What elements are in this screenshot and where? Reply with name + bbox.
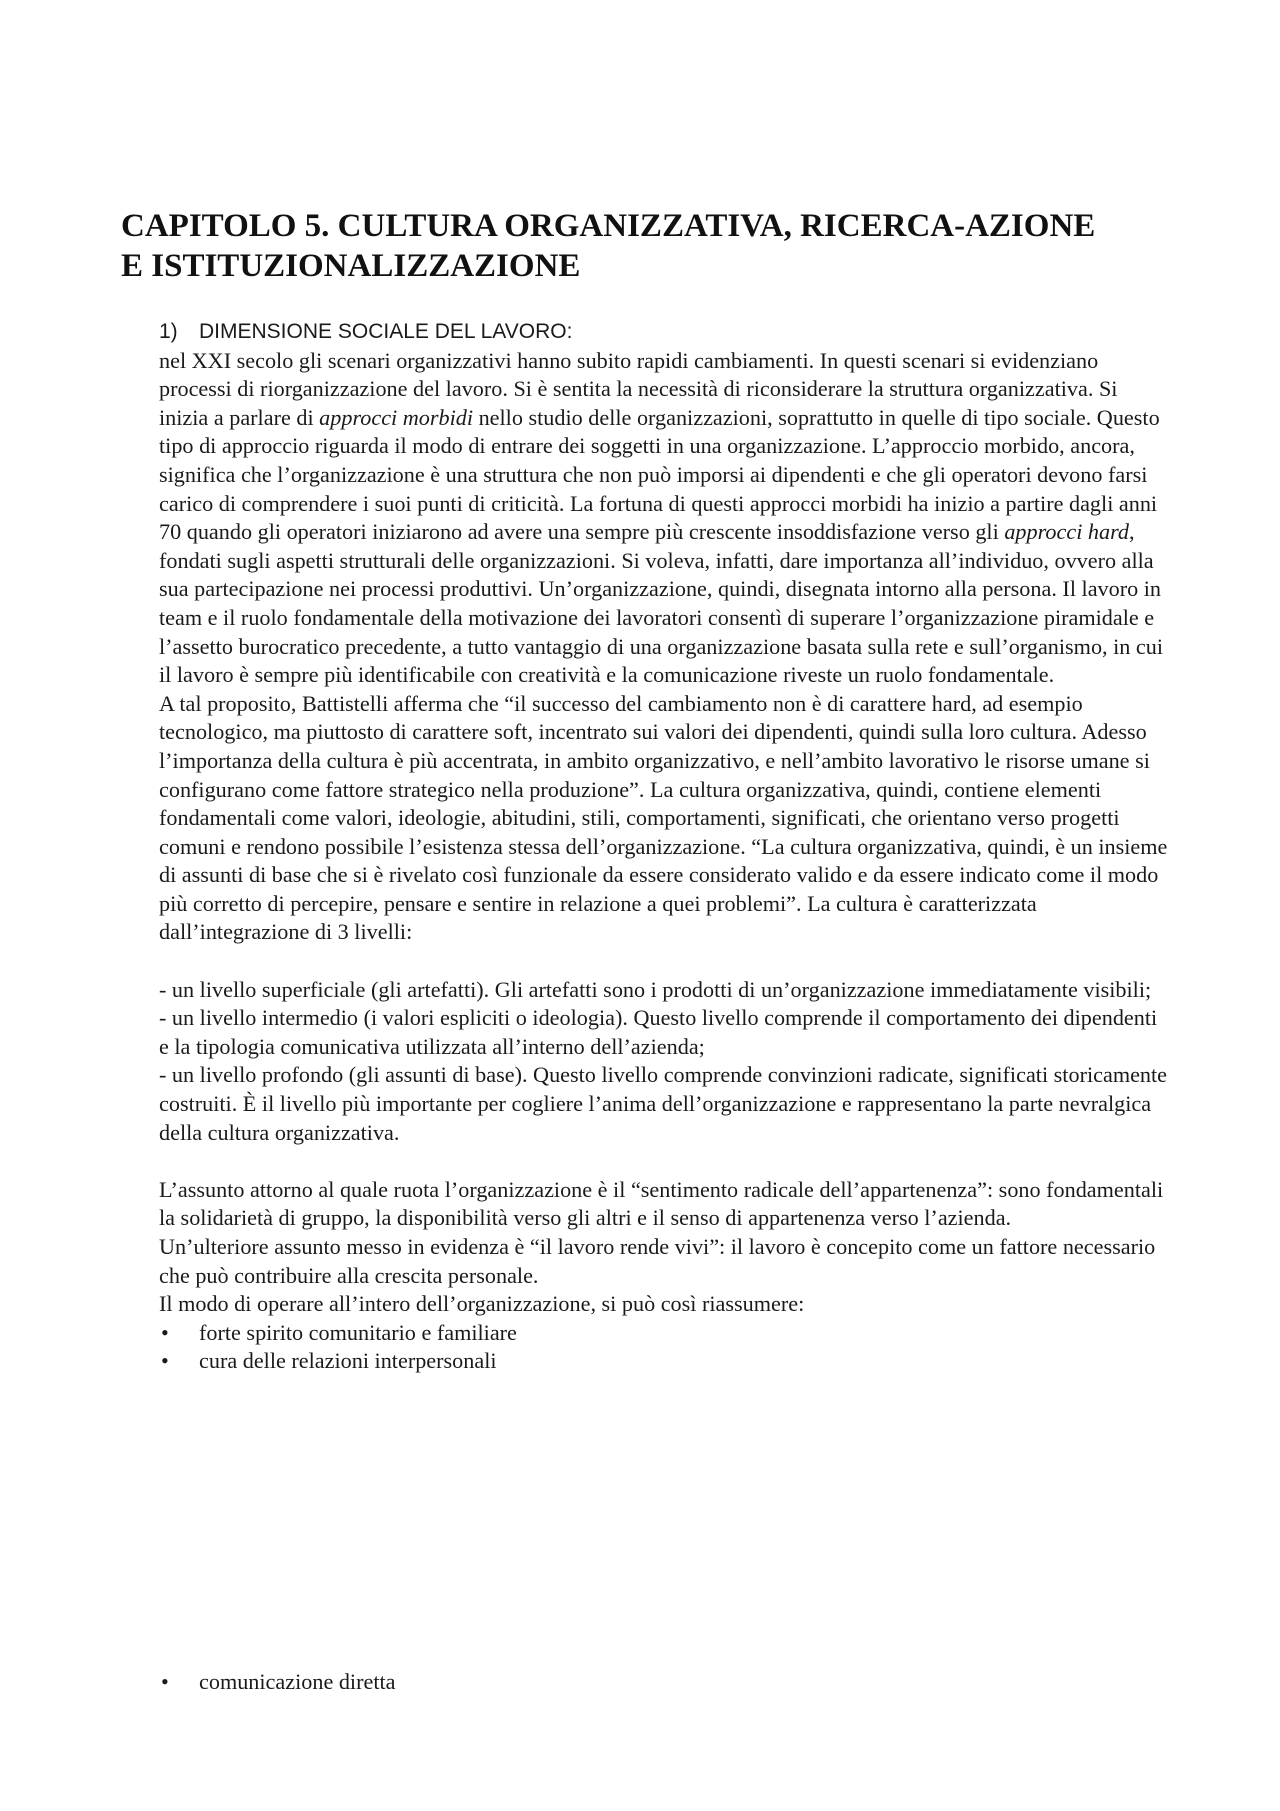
list-item (159, 1668, 1169, 1697)
level-profondo: - un livello profondo (gli assunti di base). Questo livello comprende convinzioni radicate, significati storicamente costruiti. È il livello più importante per cogliere l’anima dell’organizzazione e rappresentano la parte nevralgica della cultura organizzativa. (159, 1062, 1168, 1145)
paragraph-approcci-text-2: nello studio delle organizzazioni, soprattutto in quelle di tipo sociale. Questo tipo di approccio riguarda il modo di entrare dei soggetti in una organizzazione. L’approccio morbido, ancora, significa che l’organizzazione è una struttura che non può imporsi ai dipendenti e che gli operatori devono farsi carico di comprendere i suoi punti di criticità. La fortuna di questi approcci morbidi ha inizio a partire dagli anni 70 quando gli operatori iniziarono ad avere una sempre più crescente insoddisfazione verso gli (159, 404, 1160, 545)
paragraph-modo-di-operare: Il modo di operare all’intero dell’organizzazione, si può così riassumere: (159, 1291, 805, 1317)
paragraph-battistelli: A tal proposito, Battistelli afferma che “il successo del cambiamento non è di carattere hard, ad esempio tecnologico, ma piuttosto di carattere soft, incentrato sui valori dei dipendenti, quindi sulla loro cultura. Adesso l’importanza della cultura è più accentrata, in ambito organizzativo, e nell’ambito lavorativo le risorse umane si configurano come fattore strategico nella produzione”. La cultura organizzativa, quindi, contiene elementi fondamentali come valori, ideologie, abitudini, stili, comportamenti, significati, che orientano verso progetti comuni e rendono possibile l’esistenza stessa dell’organizzazione. “La cultura organizzativa, quindi, è un insieme di assunti di base che si è rivelato così funzionale da essere considerato valido e da essere indicato come il modo più corretto di percepire, pensare e sentire in relazione a quei problemi”. La cultura è caratterizzata dall’integrazione di 3 livelli: (159, 690, 1168, 945)
blank-line (159, 947, 1169, 976)
paragraph-lavoro-rende-vivi: Un’ulteriore assunto messo in evidenza è “il lavoro rende vivi”: il lavoro è concepito come un fattore necessario che può contribuire alla crescita personale. (159, 1234, 1156, 1288)
bullet-icon: • (161, 1669, 169, 1694)
list-item-text: comunicazione diretta (199, 1669, 396, 1694)
blank-line (159, 1147, 1169, 1176)
chapter-title-line-2: E ISTITUZIONALIZZAZIONE (121, 248, 581, 284)
level-superficiale: - un livello superficiale (gli artefatti). Gli artefatti sono i prodotti di un’organizzazione immediatamente visibili; (159, 976, 1152, 1002)
bullet-icon: • (161, 1348, 169, 1374)
section-number: 1) (159, 320, 178, 343)
paragraph-approcci-text-1: nel XXI secolo gli scenari organizzativi hanno subito rapidi cambiamenti. In questi scenari si evidenziano processi di riorganizzazione del lavoro. Si è sentita la necessità di riconsiderare la struttura organizzativa. Si inizia a parlare di (159, 347, 1118, 430)
list-item-text: cura delle relazioni interpersonali (199, 1348, 497, 1374)
section-heading-text: DIMENSIONE SOCIALE DEL LAVORO: (199, 320, 573, 343)
list-item-text: forte spirito comunitario e familiare (199, 1319, 517, 1345)
list-item (159, 1319, 1169, 1348)
paragraph-appartenenza: L’assunto attorno al quale ruota l’organizzazione è il “sentimento radicale dell’appartenenza”: sono fondamentali la solidarietà di gruppo, la disponibilità verso gli altri e il senso di appartenenza verso l’azienda. (159, 1176, 1164, 1231)
list-item (159, 1347, 1169, 1376)
bullet-icon: • (161, 1319, 169, 1345)
operating-mode-list (159, 1319, 1169, 1376)
operating-mode-list-continued (159, 1668, 1169, 1697)
term-approcci-hard: approcci hard (1004, 519, 1129, 545)
term-approcci-morbidi: approcci morbidi (319, 404, 474, 430)
culture-levels-list (159, 976, 1169, 1148)
chapter-title-line-1: CAPITOLO 5. CULTURA ORGANIZZATIVA, RICERCA-AZIONE (121, 208, 1096, 244)
section-heading (159, 318, 1169, 347)
level-intermedio: - un livello intermedio (i valori espliciti o ideologia). Questo livello comprende il comportamento dei dipendenti e la tipologia comunicativa utilizzata all’interno dell’azienda; (159, 1005, 1158, 1059)
chapter-title (121, 206, 1161, 286)
chapter-body (159, 318, 1169, 1376)
paragraph-approcci-text-3: , fondati sugli aspetti strutturali delle organizzazioni. Si voleva, infatti, dare importanza all’individuo, ovvero alla sua partecipazione nei processi produttivi. Un’organizzazione, quindi, disegnata intorno alla persona. Il lavoro in team e il ruolo fondamentale della motivazione dei lavoratori consentì di superare l’organizzazione piramidale e l’assetto burocratico precedente, a tutto vantaggio di una organizzazione basata sulla rete e sull’organismo, in cui il lavoro è sempre più identificabile con creatività e la comunicazione riveste un ruolo fondamentale. (159, 519, 1164, 688)
paragraph-approcci (159, 347, 1169, 690)
